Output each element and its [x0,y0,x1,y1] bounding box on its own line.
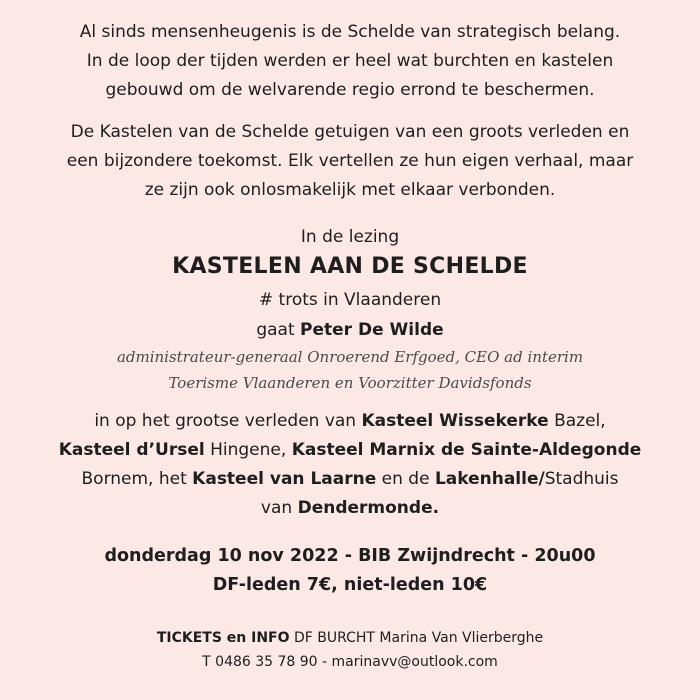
contact-org: DF BURCHT Marina Van Vlierberghe [289,630,544,646]
lakenhalle: Lakenhalle/ [434,469,545,489]
speaker-role [0,344,700,396]
intro-line-3: gebouwd om de welvarende regio errond te beschermen. [105,80,595,100]
role-line-1: administrateur-generaal Onroerend Erfgoed, CEO ad interim [116,348,584,366]
castles-list-line-1 [0,407,700,436]
text-span: Hingene, [204,440,292,460]
text-span: in op het grootse verleden van [94,411,362,431]
tagline: # trots in Vlaanderen [258,290,442,310]
tickets-label: TICKETS en INFO [156,630,290,646]
castles-line-2: een bijzondere toekomst. Elk vertellen ze hun eigen verhaal, maar [66,151,634,171]
castles-paragraph [0,118,700,205]
text-span: van [260,498,298,518]
castles-list-line-3 [0,465,700,494]
castle-laarne: Kasteel van Laarne [192,469,377,489]
lecture-title: KASTELEN AAN DE SCHELDE [172,254,528,279]
event-price: DF-leden 7€, niet-leden 10€ [212,575,488,595]
event-details [0,542,700,600]
speaker-prefix: gaat [256,320,301,340]
castles-list [0,407,700,523]
lecture-intro: In de lezing [300,227,400,247]
intro-line-1: Al sinds mensenheugenis is de Schelde van strategisch belang. [79,22,621,42]
text-span: Bazel, [548,411,606,431]
contact-line-1 [0,626,700,650]
castle-marnix: Kasteel Marnix de Sainte-Aldegonde [291,440,642,460]
speaker-line [0,316,700,345]
castles-list-line-2 [0,436,700,465]
castles-line-3: ze zijn ook onlosmakelijk met elkaar verbonden. [144,180,556,200]
speaker-name: Peter De Wilde [300,320,444,340]
castles-list-line-4 [0,494,700,523]
text-span: en de [376,469,435,489]
castle-ursel: Kasteel d’Ursel [58,440,205,460]
contact-phone-email: T 0486 35 78 90 - marinavv@outlook.com [202,654,498,670]
castles-line-1: De Kastelen van de Schelde getuigen van een groots verleden en [70,122,630,142]
event-date: donderdag 10 nov 2022 - BIB Zwijndrecht - 20u00 [104,546,596,566]
castle-wissekerke: Kasteel Wissekerke [361,411,549,431]
intro-paragraph [0,18,700,105]
dendermonde: Dendermonde. [297,498,440,518]
intro-line-2: In de loop der tijden werden er heel wat burchten en kastelen [86,51,614,71]
text-span: Bornem, het [81,469,193,489]
contact-info [0,626,700,674]
text-span: Stadhuis [544,469,619,489]
role-line-2: Toerisme Vlaanderen en Voorzitter Davidsfonds [168,374,532,392]
